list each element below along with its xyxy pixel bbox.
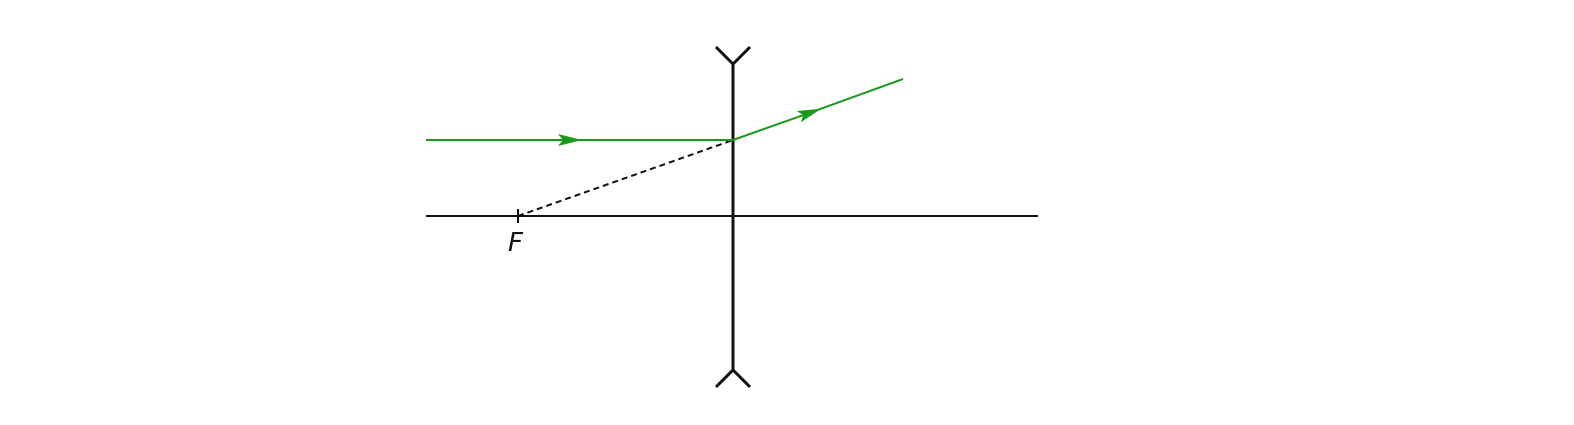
- virtual-ray-construction-line: [518, 140, 733, 216]
- lens-bottom-arrowhead: [716, 370, 750, 387]
- lens-top-arrowhead: [716, 47, 750, 64]
- focal-point-label: F: [508, 228, 523, 258]
- refracted-ray: [733, 113, 810, 140]
- refracted-ray-continuation: [810, 79, 903, 113]
